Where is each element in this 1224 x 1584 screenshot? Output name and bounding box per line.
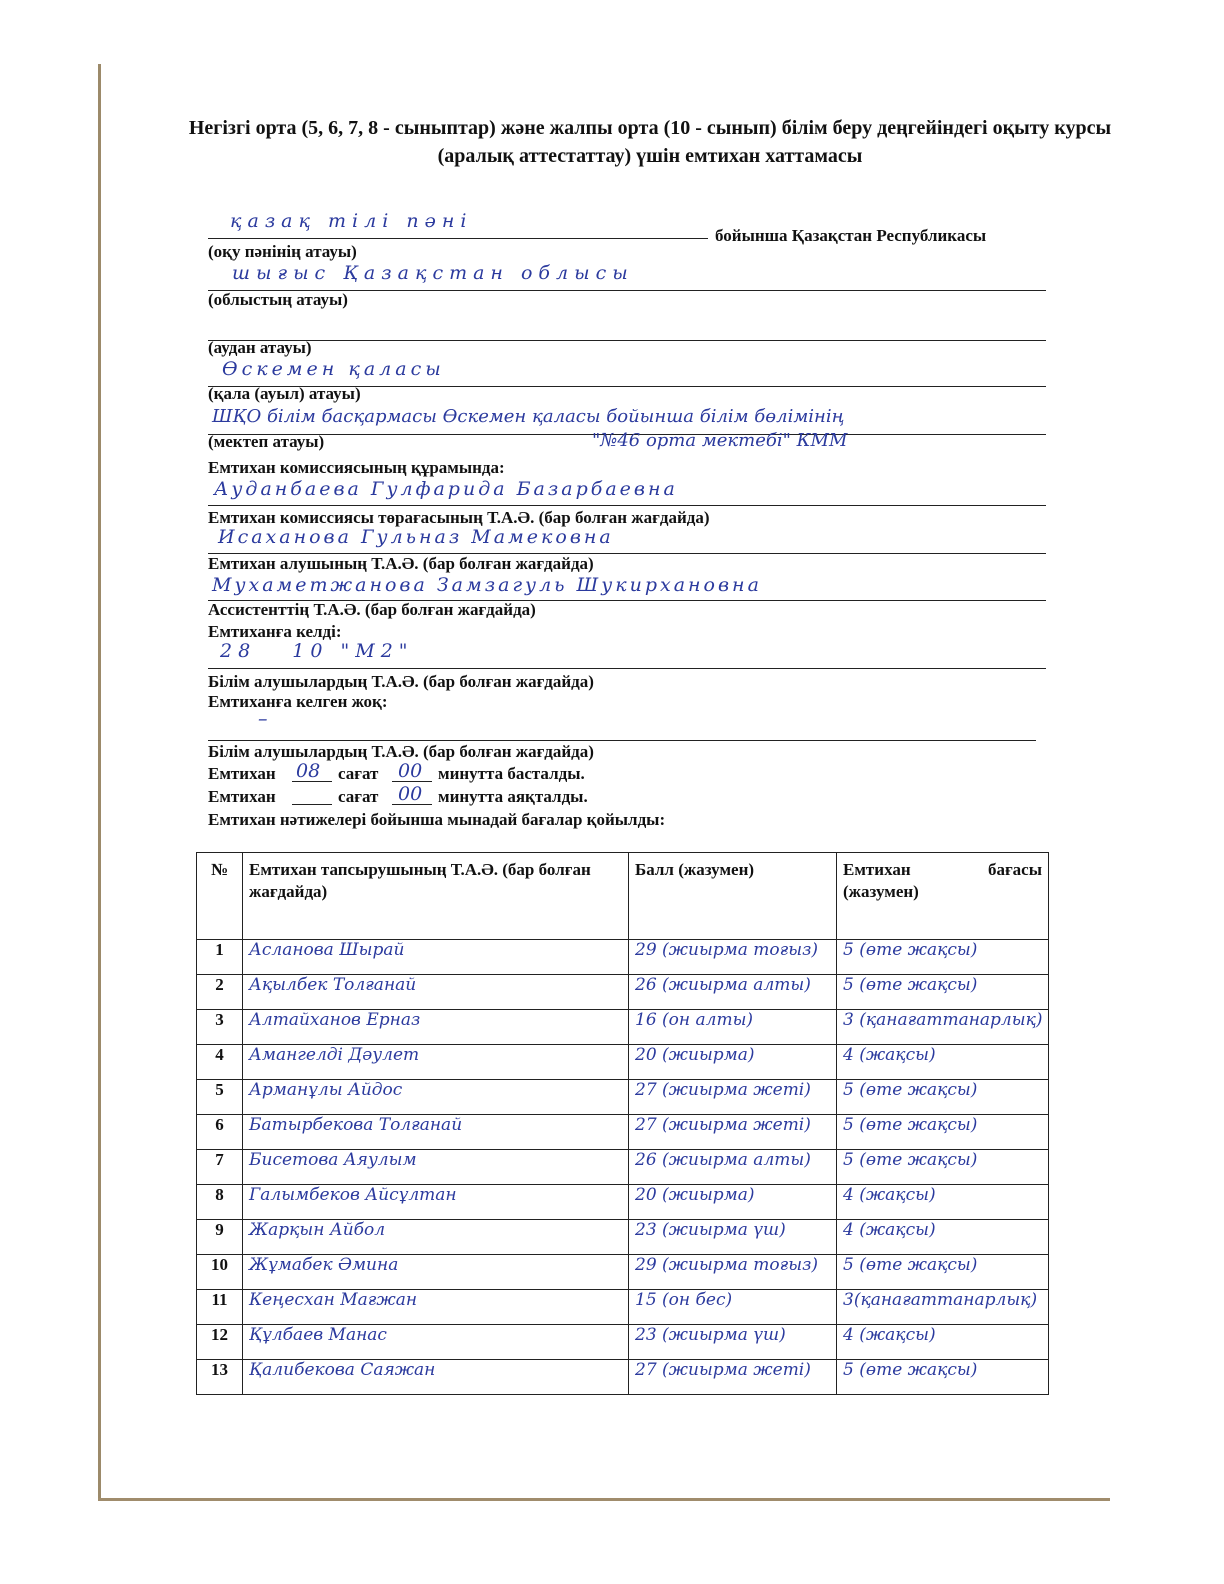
- commission-label: Емтихан комиссиясының құрамында:: [208, 458, 505, 477]
- row-name: Жарқын Айбол: [243, 1220, 629, 1255]
- examiner-label: Емтихан алушының Т.А.Ә. (бар болған жағдайда): [208, 554, 594, 573]
- end-suffix: минутта аяқталды.: [438, 787, 588, 806]
- school-value-line2: "№46 орта мектебі" КММ: [592, 430, 848, 451]
- start-hour-line: [292, 781, 332, 782]
- table-row: [197, 1290, 1049, 1325]
- start-hour: 08: [296, 760, 321, 782]
- page-edge-bottom: [98, 1498, 1110, 1501]
- row-grade: 5 (өте жақсы): [837, 1360, 1049, 1395]
- students-label-1: Білім алушылардың Т.А.Ә. (бар болған жағдайда): [208, 672, 594, 691]
- row-grade: 5 (өте жақсы): [837, 1115, 1049, 1150]
- results-table: [196, 852, 1049, 1395]
- row-score: 27 (жиырма жеті): [629, 1360, 837, 1395]
- table-row: [197, 1115, 1049, 1150]
- end-mid: сағат: [338, 787, 379, 806]
- absent-label: Емтиханға келген жоқ:: [208, 692, 388, 711]
- row-score: 16 (он алты): [629, 1010, 837, 1045]
- header-grade-b: бағасы: [987, 860, 1042, 879]
- city-label: (қала (ауыл) атауы): [208, 384, 361, 403]
- row-grade: 5 (өте жақсы): [837, 940, 1049, 975]
- row-name: Ақылбек Толғанай: [243, 975, 629, 1010]
- city-value: Өскемен қаласы: [222, 358, 445, 380]
- school-value-line1: ШҚО білім басқармасы Өскемен қаласы бойынша білім бөлімінің: [212, 406, 845, 427]
- table-row: [197, 1150, 1049, 1185]
- table-row: [197, 1360, 1049, 1395]
- header-name: Емтихан тапсырушының Т.А.Ә. (бар болған жағдайда): [243, 853, 629, 940]
- region-label: (облыстың атауы): [208, 290, 348, 309]
- table-row: [197, 1255, 1049, 1290]
- row-name: Жұмабек Әмина: [243, 1255, 629, 1290]
- table-row: [197, 1220, 1049, 1255]
- commission-value: Ауданбаева Гулфарида Базарбаевна: [214, 478, 678, 500]
- row-score: 29 (жиырма тоғыз): [629, 1255, 837, 1290]
- attended-label: Емтиханға келді:: [208, 622, 342, 641]
- row-score: 27 (жиырма жеті): [629, 1080, 837, 1115]
- row-num: 4: [197, 1045, 243, 1080]
- end-hour-line: [292, 804, 332, 805]
- row-score: 15 (он бес): [629, 1290, 837, 1325]
- end-minute: 00: [398, 783, 423, 805]
- row-score: 23 (жиырма үш): [629, 1220, 837, 1255]
- attended-line: [208, 668, 1046, 669]
- row-num: 9: [197, 1220, 243, 1255]
- subject-label: (оқу пәнінің атауы): [208, 242, 357, 261]
- row-name: Кеңесхан Мағжан: [243, 1290, 629, 1325]
- end-prefix: Емтихан: [208, 787, 276, 806]
- table-row: [197, 1080, 1049, 1115]
- header-num: №: [197, 853, 243, 940]
- subject-line: [208, 238, 708, 239]
- row-num: 7: [197, 1150, 243, 1185]
- row-num: 13: [197, 1360, 243, 1395]
- assistant-label: Ассистенттің Т.А.Ә. (бар болған жағдайда): [208, 600, 536, 619]
- header-grade: [837, 853, 1049, 940]
- header-grade-a: Емтихан: [843, 860, 911, 879]
- table-row: [197, 1185, 1049, 1220]
- page-edge-left: [98, 64, 101, 1500]
- commission-line: [208, 505, 1046, 506]
- row-num: 8: [197, 1185, 243, 1220]
- row-score: 27 (жиырма жеті): [629, 1115, 837, 1150]
- row-num: 6: [197, 1115, 243, 1150]
- district-line: [208, 340, 1046, 341]
- document-title: Негізгі орта (5, 6, 7, 8 - сыныптар) және жалпы орта (10 - сынып) білім беру деңгейіндегі оқыту курсы (аралық аттестаттау) үшін емтихан хаттамасы: [188, 117, 1112, 167]
- row-name: Батырбекова Толғанай: [243, 1115, 629, 1150]
- row-name: Қалибекова Саяжан: [243, 1360, 629, 1395]
- chair-label: Емтихан комиссиясы төрағасының Т.А.Ә. (бар болған жағдайда): [208, 508, 710, 527]
- row-grade: 5 (өте жақсы): [837, 975, 1049, 1010]
- district-label: (аудан атауы): [208, 338, 312, 357]
- subject-value: қазақ тілі пәні: [230, 210, 473, 232]
- row-name: Алтайханов Ерназ: [243, 1010, 629, 1045]
- region-value: шығыс Қазақстан облысы: [232, 262, 634, 284]
- row-grade: 3 (қанағаттанарлық): [837, 1010, 1049, 1045]
- absent-value: –: [258, 708, 268, 730]
- row-name: Бисетова Аяулым: [243, 1150, 629, 1185]
- row-grade: 5 (өте жақсы): [837, 1255, 1049, 1290]
- subject-suffix: бойынша Қазақстан Республикасы: [715, 226, 987, 245]
- start-prefix: Емтихан: [208, 764, 276, 783]
- row-name: Асланова Шырай: [243, 940, 629, 975]
- row-grade: 4 (жақсы): [837, 1325, 1049, 1360]
- row-grade: 5 (өте жақсы): [837, 1150, 1049, 1185]
- row-name: Амангелді Дәулет: [243, 1045, 629, 1080]
- row-num: 12: [197, 1325, 243, 1360]
- absent-line: [208, 740, 1036, 741]
- row-num: 2: [197, 975, 243, 1010]
- row-num: 11: [197, 1290, 243, 1325]
- table-header-row: [197, 853, 1049, 940]
- row-score: 23 (жиырма үш): [629, 1325, 837, 1360]
- school-label: (мектеп атауы): [208, 432, 325, 451]
- row-grade: 3(қанағаттанарлық): [837, 1290, 1049, 1325]
- header-score: Балл (жазумен): [629, 853, 837, 940]
- table-row: [197, 1045, 1049, 1080]
- row-score: 20 (жиырма): [629, 1045, 837, 1080]
- row-name: Арманұлы Айдос: [243, 1080, 629, 1115]
- table-row: [197, 940, 1049, 975]
- row-score: 26 (жиырма алты): [629, 1150, 837, 1185]
- row-name: Галымбеков Айсұлтан: [243, 1185, 629, 1220]
- start-suffix: минутта басталды.: [438, 764, 585, 783]
- attended-value: 28 10 "М2": [220, 640, 414, 662]
- end-minute-line: [392, 804, 432, 805]
- table-row: [197, 1010, 1049, 1045]
- row-num: 10: [197, 1255, 243, 1290]
- row-name: Құлбаев Манас: [243, 1325, 629, 1360]
- row-grade: 5 (өте жақсы): [837, 1080, 1049, 1115]
- results-label: Емтихан нәтижелері бойынша мынадай бағалар қойылды:: [208, 810, 666, 829]
- row-score: 29 (жиырма тоғыз): [629, 940, 837, 975]
- row-score: 20 (жиырма): [629, 1185, 837, 1220]
- row-grade: 4 (жақсы): [837, 1045, 1049, 1080]
- chair-value: Исаханова Гульназ Мамековна: [218, 526, 614, 548]
- start-mid: сағат: [338, 764, 379, 783]
- row-grade: 4 (жақсы): [837, 1220, 1049, 1255]
- row-grade: 4 (жақсы): [837, 1185, 1049, 1220]
- row-num: 3: [197, 1010, 243, 1045]
- students-label-2: Білім алушылардың Т.А.Ә. (бар болған жағдайда): [208, 742, 594, 761]
- table-row: [197, 975, 1049, 1010]
- row-score: 26 (жиырма алты): [629, 975, 837, 1010]
- row-num: 5: [197, 1080, 243, 1115]
- row-num: 1: [197, 940, 243, 975]
- examiner-value: Мухаметжанова Замзагуль Шукирхановна: [212, 574, 762, 596]
- start-minute-line: [392, 781, 432, 782]
- header-grade-c: (жазумен): [843, 882, 919, 901]
- table-row: [197, 1325, 1049, 1360]
- start-minute: 00: [398, 760, 423, 782]
